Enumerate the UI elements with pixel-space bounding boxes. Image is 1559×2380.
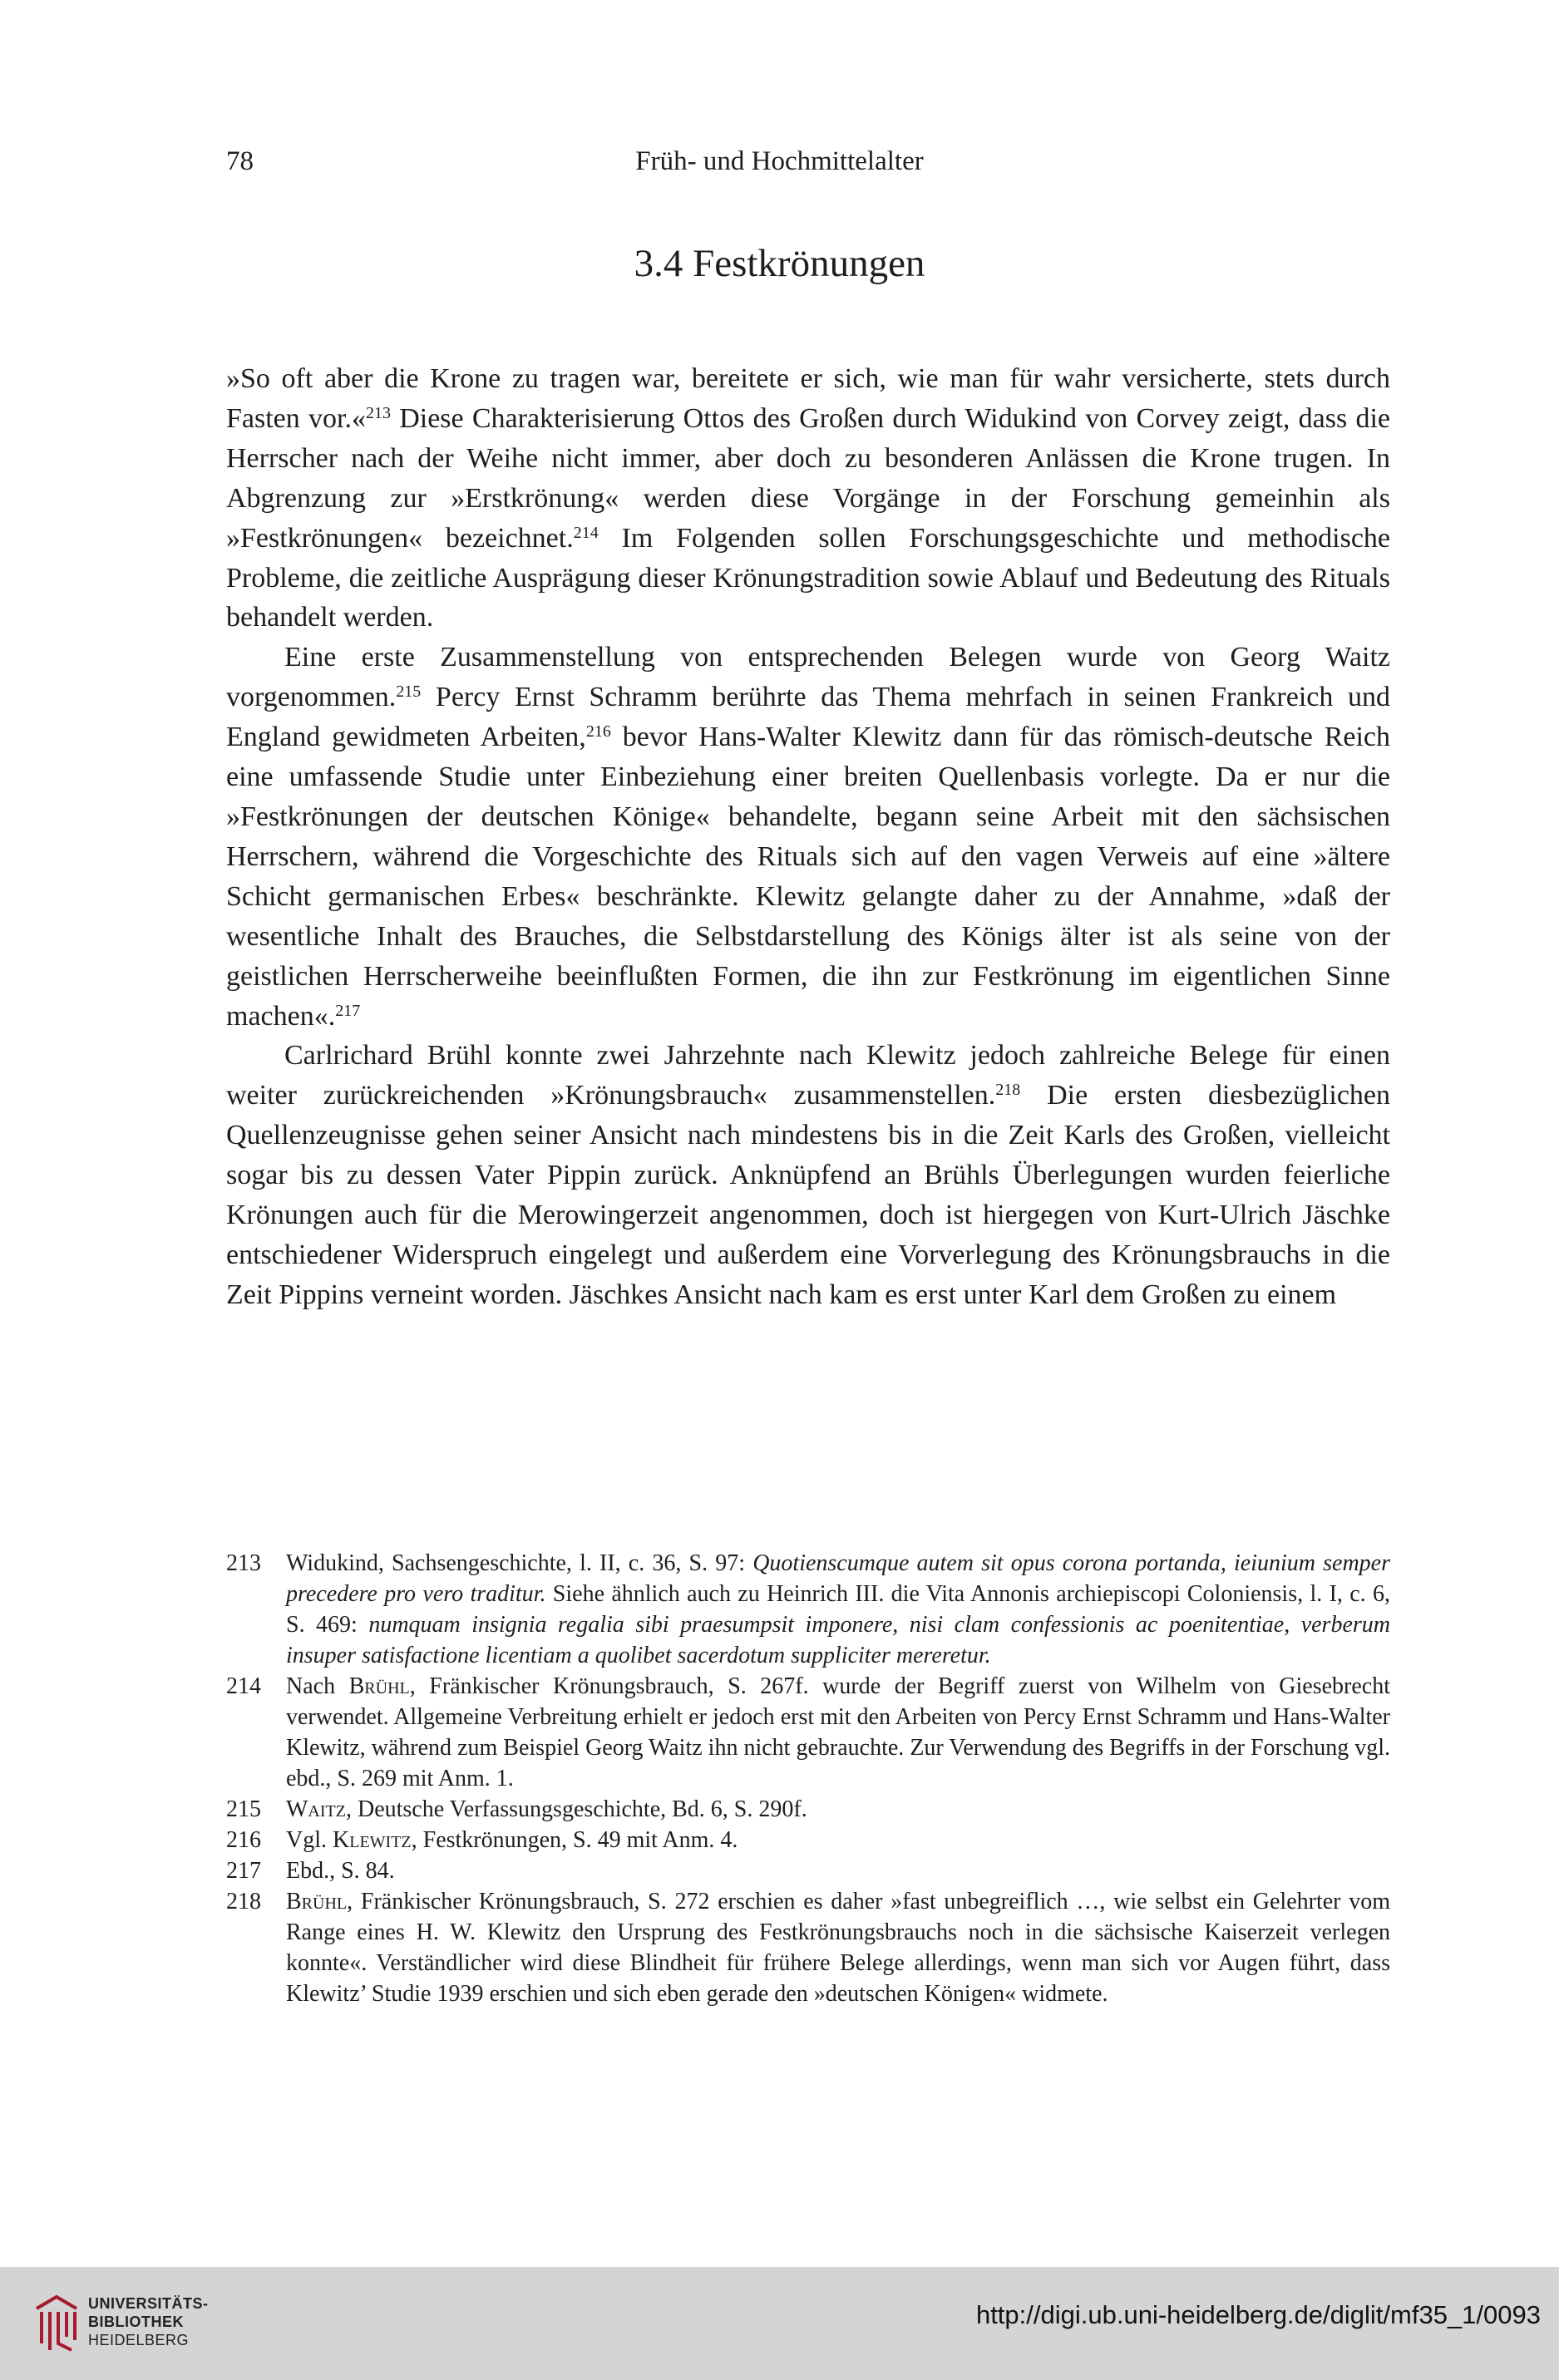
text-run: Ebd., S. 84. — [286, 1858, 395, 1884]
footnote-ref[interactable]: 218 — [995, 1081, 1021, 1100]
text-run: bevor Hans-Walter Klewitz dann für das römisch-deutsche Reich eine umfassende Studie unter Einbeziehung einer breiten Quellenbasis vorlegte. Da er nur die »Festkrönungen der deutschen Könige« behandelte, begann seine Arbeit mit den sächsischen Herrschern, während die Vorgeschichte des Rituals sich auf den vagen Verweis auf eine »ältere Schicht germanischen Erbes« beschränkte. Klewitz gelangte daher zu der Annahme, »daß der wesentliche Inhalt des Brauches, die Selbstdarstellung des Königs älter ist als seine von der geistlichen Herrscherweihe beeinflußten Formen, die ihn zur Festkrönung im eigentlichen Sinne machen«. — [226, 722, 1391, 1032]
footer-bar — [0, 2267, 1559, 2380]
text-run: , Deutsche Verfassungsgeschichte, Bd. 6, S. 290f. — [345, 1796, 807, 1822]
library-name — [88, 2294, 209, 2349]
latin-quote: Quotienscumque autem sit opus corona portanda, ieiunium semper precedere pro vero traditur. — [286, 1550, 1390, 1607]
footnote-text — [286, 1671, 1390, 1794]
footnotes — [226, 1548, 1390, 2009]
text-run: Carlrichard Brühl konnte zwei Jahrzehnte nach Klewitz jedoch zahlreiche Belege für einen weiter zurückreichenden »Krönungsbrauch« zusammenstellen. — [226, 1040, 1390, 1111]
footnote-ref[interactable]: 216 — [585, 722, 611, 742]
text-run: Vgl. — [286, 1827, 333, 1853]
author-name: Brühl — [348, 1673, 410, 1699]
paragraph-1 — [226, 359, 1390, 638]
text-run: Im Folgenden sollen Forschungsgeschichte und methodische Probleme, die zeitliche Ausprägung dieser Krönungstradition sowie Ablauf und Bedeutung des Rituals behandelt werden. — [226, 522, 1391, 633]
library-logo-icon[interactable] — [32, 2292, 81, 2353]
footnote-ref[interactable]: 213 — [365, 403, 391, 422]
paragraph-3 — [226, 1036, 1390, 1314]
text-run: Eine erste Zusammenstellung von entsprechenden Belegen wurde von Georg Waitz vorgenommen. — [226, 642, 1390, 713]
footnote-ref[interactable]: 215 — [396, 682, 422, 702]
library-name-line: BIBLIOTHEK — [88, 2313, 184, 2330]
footnote-text — [286, 1825, 1390, 1855]
running-head: Früh- und Hochmittelalter — [635, 146, 924, 176]
footnote — [226, 1855, 1390, 1886]
footnote-number: 216 — [226, 1827, 261, 1853]
footnote-number: 218 — [226, 1889, 261, 1914]
author-name: Brühl — [286, 1889, 348, 1914]
footnote — [226, 1548, 1390, 1671]
text-run: Siehe ähnlich auch zu Heinrich III. die Vita Annonis archiepiscopi Coloniensis, l. I, c. 6, S. 469: — [286, 1581, 1390, 1638]
text-run: , Festkrönungen, S. 49 mit Anm. 4. — [411, 1827, 738, 1853]
footnote-number: 215 — [226, 1796, 261, 1822]
text-run: Widukind, Sachsengeschichte, l. II, c. 36, S. 97: — [286, 1550, 753, 1576]
footnote-text — [286, 1794, 1390, 1825]
text-run: , Fränkischer Krönungsbrauch, S. 267f. wurde der Begriff zuerst von Wilhelm von Giesebrecht verwendet. Allgemeine Verbreitung erhielt er jedoch erst mit den Arbeiten von Percy Ernst Schramm und Hans-Walter Klewitz, während zum Beispiel Georg Waitz ihn nicht gebrauchte. Zur Verwendung des Begriffs in der Forschung vgl. ebd., S. 269 mit Anm. 1. — [286, 1673, 1390, 1791]
text-run: Percy Ernst Schramm berührte das Thema mehrfach in seinen Frankreich und England gewidmeten Arbeiten, — [226, 682, 1390, 753]
body-text — [226, 359, 1390, 1315]
text-run: , Fränkischer Krönungsbrauch, S. 272 erschien es daher »fast unbegreiflich …, wie selbst ein Gelehrter vom Range eines H. W. Klewitz den Ursprung des Festkrönungsbrauchs noch in die sächsische Kaiserzeit verlegen konnte«. Verständlicher wird diese Blindheit für frühere Belege allerdings, wenn man sich vor Augen führt, dass Klewitz’ Studie 1939 erschien und sich eben gerade den »deutschen Königen« widmete. — [286, 1889, 1390, 2007]
author-name: Waitz — [286, 1796, 346, 1822]
footnote — [226, 1825, 1390, 1855]
footnote-ref[interactable]: 214 — [573, 523, 599, 542]
footnote-text — [286, 1548, 1390, 1671]
footnote-number: 213 — [226, 1550, 261, 1576]
footnote — [226, 1886, 1390, 2009]
permalink-url[interactable]: http://digi.ub.uni-heidelberg.de/diglit/mf35_1/0093 — [975, 2300, 1541, 2329]
footnote — [226, 1794, 1390, 1825]
library-name-line: UNIVERSITÄTS- — [88, 2295, 209, 2312]
page-number: 78 — [226, 146, 254, 176]
footnote-text — [286, 1886, 1390, 2009]
footnote-number: 217 — [226, 1858, 261, 1884]
footnote-text — [286, 1855, 1390, 1886]
text-run: Diese Charakterisierung Ottos des Großen durch Widukind von Corvey zeigt, dass die Herrscher nach der Weihe nicht immer, aber doch zu besonderen Anlässen die Krone trugen. In Abgrenzung zur »Erstkrönung« werden diese Vorgänge in der Forschung gemeinhin als »Festkrönungen« bezeichnet. — [226, 402, 1391, 554]
chapter-title: 3.4 Festkrönungen — [634, 242, 925, 285]
latin-quote: numquam insignia regalia sibi praesumpsit imponere, nisi clam confessionis ac poenitentiae, verberum insuper satisfactione licentiam a quolibet sacerdotum suppliciter mereretur. — [286, 1612, 1390, 1668]
footnote — [226, 1671, 1390, 1794]
text-run: Nach — [286, 1673, 349, 1699]
footnote-ref[interactable]: 217 — [335, 1001, 361, 1020]
footnote-number: 214 — [226, 1673, 261, 1699]
library-name-line: HEIDELBERG — [88, 2332, 190, 2348]
text-run: »So oft aber die Krone zu tragen war, bereitete er sich, wie man für wahr versicherte, stets durch Fasten vor.« — [226, 363, 1390, 434]
paragraph-2 — [226, 638, 1390, 1036]
author-name: Klewitz — [333, 1827, 412, 1853]
text-run: Die ersten diesbezüglichen Quellenzeugnisse gehen seiner Ansicht nach mindestens bis in die Zeit Karls des Großen, vielleicht sogar bis zu dessen Vater Pippin zurück. Anknüpfend an Brühls Überlegungen wurden feierliche Krönungen auch für die Merowingerzeit angenommen, doch ist hiergegen von Kurt-Ulrich Jäschke entschiedener Widerspruch eingelegt und außerdem eine Vorverlegung des Krönungsbrauchs in die Zeit Pippins verneint worden. Jäschkes Ansicht nach kam es erst unter Karl dem Großen zu einem — [226, 1080, 1391, 1310]
